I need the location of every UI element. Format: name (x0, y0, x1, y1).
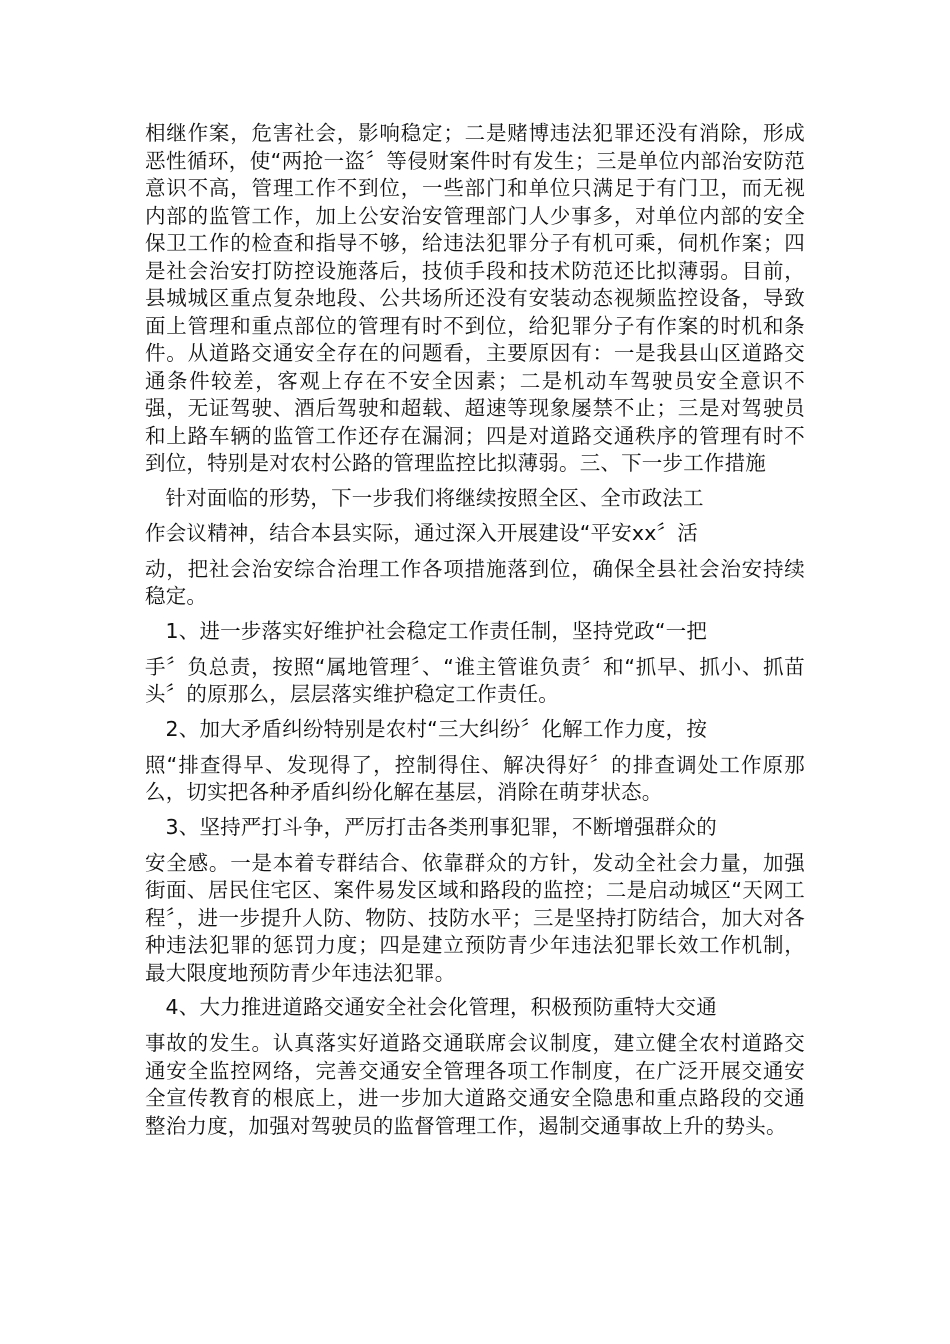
paragraph-measures-intro (145, 481, 805, 611)
paragraph-measures-intro-line1: 针对面临的形势，下一步我们将继续按照全区、全市政法工 (165, 485, 704, 510)
measure-item-1-line1: 1、进一步落实好维护社会稳定工作责任制，坚持党政“一把 (165, 618, 708, 643)
measure-item-2-line1: 2、加大矛盾纠纷特别是农村“三大纠纷〞化解工作力度，按 (165, 716, 708, 741)
measure-item-2 (145, 712, 805, 807)
measure-item-4 (145, 990, 805, 1140)
measure-item-1-rest: 手〞负总责，按照“属地管理〞、“谁主管谁负责〞和“抓早、抓小、抓苗头〞的原那么，层层落实维护稳定工作责任。 (145, 654, 805, 706)
paragraph-measures-intro-rest: 动，把社会治安综合治理工作各项措施落到位，确保全县社会治安持续稳定。 (145, 556, 805, 608)
measure-item-4-line1: 4、大力推进道路交通安全社会化管理，积极预防重特大交通 (165, 995, 717, 1019)
paragraph-measures-intro-line2: 作会议精神，结合本县实际，通过深入开展建设“平安xx〞活 (145, 520, 698, 545)
measure-item-4-rest: 事故的发生。认真落实好道路交通联席会议制度，建立健全农村道路交通安全监控网络，完善交通安全管理各项工作制度，在广泛开展交通安全宣传教育的根底上，进一步加大道路交通安全隐患和重点路段的交通整治力度，加强对驾驶员的监督管理工作，遏制交通事故上升的势头。 (145, 1031, 805, 1138)
measure-item-3 (145, 810, 805, 988)
measure-item-3-line1: 3、坚持严打斗争，严厉打击各类刑事犯罪，不断增强群众的 (165, 814, 717, 839)
paragraph-causes-text: 相继作案，危害社会，影响稳定；二是赌博违法犯罪还没有消除，形成恶性循环，使“两抢一盗〞等侵财案件时有发生；三是单位内部治安防范意识不高，管理工作不到位，一些部门和单位只满足于有门卫，而无视内部的监管工作，加上公安治安管理部门人少事多，对单位内部的安全保卫工作的检查和指导不够，给违法犯罪分子有机可乘，伺机作案；四是社会治安打防控设施落后，技侦手段和技术防范还比拟薄弱。目前，县城城区重点复杂地段、公共场所还没有安装动态视频监控设备，导致面上管理和重点部位的管理有时不到位，给犯罪分子有作案的时机和条件。从道路交通安全存在的问题看，主要原因有：一是我县山区道路交通条件较差，客观上存在不安全因素；二是机动车驾驶员安全意识不强，无证驾驶、酒后驾驶和超载、超速等现象屡禁不止；三是对驾驶员和上路车辆的监管工作还存在漏洞；四是对道路交通秩序的管理有时不到位，特别是对农村公路的管理监控比拟薄弱。三、下一步工作措施 (145, 121, 805, 475)
measure-item-3-rest: 安全感。一是本着专群结合、依靠群众的方针，发动全社会力量，加强街面、居民住宅区、案件易发区域和路段的监控；二是启动城区“天网工程〞，进一步提升人防、物防、技防水平；三是坚持打防结合，加大对各种违法犯罪的惩罚力度；四是建立预防青少年违法犯罪长效工作机制，最大限度地预防青少年违法犯罪。 (145, 850, 805, 985)
document-page (145, 120, 805, 1140)
measure-item-1 (145, 614, 805, 709)
paragraph-causes (145, 120, 805, 478)
measure-item-2-rest: 照“排查得早、发现得了，控制得住、解决得好〞的排查调处工作原那么，切实把各种矛盾纠纷化解在基层，消除在萌芽状态。 (145, 752, 805, 804)
